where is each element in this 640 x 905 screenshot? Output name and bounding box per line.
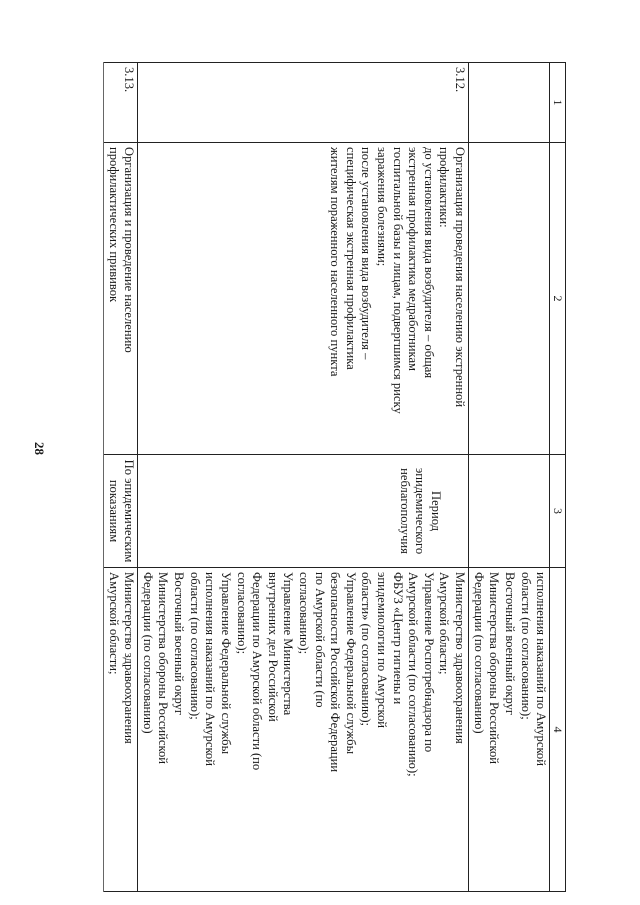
executor-line: Министерства обороны Российской (156, 572, 171, 765)
executor-line: Управление Федеральной службы (218, 572, 233, 755)
page-number: 28 (32, 442, 47, 455)
table-row (104, 63, 138, 892)
table-header-row (550, 63, 566, 892)
header-col-2: 2 (550, 143, 566, 455)
task-line: экстренная профилактика медработникам (406, 147, 421, 372)
row-executors (469, 568, 550, 892)
row-task (104, 143, 138, 455)
executor-line: Федерации (по согласованию) (140, 572, 155, 734)
executor-line: согласованию); (296, 572, 311, 655)
executor-line: исполнения наказаний по Амурской (534, 572, 549, 766)
period-line: По эпидемическим (122, 459, 137, 563)
executor-line: области (по согласованию); (187, 572, 202, 720)
executor-line: по Амурской области (по (312, 572, 327, 708)
row-task (469, 143, 550, 455)
period-line: эпидемического (413, 467, 428, 555)
executor-line: согласованию); (234, 572, 249, 655)
executor-line: Восточный военный округ (172, 572, 187, 716)
header-col-1: 1 (550, 63, 566, 143)
executor-line: безопасности Российской Федерации (328, 572, 343, 773)
task-line: Организация проведения населению экстренной (453, 147, 468, 408)
row-number (469, 63, 550, 143)
executor-line: Амурской области; (437, 572, 452, 675)
executor-line: области» (по согласованию); (359, 572, 374, 727)
executor-line: Федерации (по согласованию) (471, 572, 486, 734)
task-line: профилактических прививок (106, 147, 121, 303)
executor-line: Министерство здравоохранения (122, 572, 137, 744)
executor-line: Амурской области (по согласованию); (406, 572, 421, 777)
executor-line: Управление Министерства (281, 572, 296, 716)
executor-line: эпидемиологии по Амурской (375, 572, 390, 729)
header-col-3: 3 (550, 455, 566, 568)
executor-line: Федерации по Амурской области (по (250, 572, 265, 771)
task-line: госпитальной базы и лицам, подвергшимся риску (390, 147, 405, 414)
measures-table (103, 62, 566, 892)
executor-line: внутренних дел Российской (265, 572, 280, 722)
task-line: специфическая экстренная профилактика (343, 147, 358, 370)
table-row (469, 63, 550, 892)
row-number: 3.13. (104, 63, 138, 143)
period-line: неблагополучия (397, 468, 412, 554)
executor-line: Министерства обороны Российской (487, 572, 502, 765)
rotated-table-container (106, 62, 566, 891)
executor-line: Амурской области; (106, 572, 121, 675)
row-executors (138, 568, 469, 892)
row-period (469, 455, 550, 568)
executor-line: исполнения наказаний по Амурской (203, 572, 218, 766)
task-line: заражения болезнями; (375, 147, 390, 267)
task-line: профилактики: (437, 147, 452, 228)
row-period (104, 455, 138, 568)
row-period (138, 455, 469, 568)
executor-line: Министерство здравоохранения (453, 572, 468, 744)
task-line: до установления вида возбудителя – общая (421, 147, 436, 379)
executor-line: области (по согласованию); (518, 572, 533, 720)
period-line: показаниям (106, 479, 121, 543)
executor-line: Управление Федеральной службы (343, 572, 358, 755)
task-line: после установления вида возбудителя – (359, 147, 374, 360)
row-task (138, 143, 469, 455)
task-line: Организация и проведение населению (122, 147, 137, 353)
task-line: жителям пораженного населенного пункта (328, 147, 343, 377)
executor-line: Восточный военный округ (502, 572, 517, 716)
header-col-4: 4 (550, 568, 566, 892)
period-line: Период (429, 490, 444, 532)
table-row (138, 63, 469, 892)
executor-line: Управление Роспотребнадзора по (421, 572, 436, 753)
executor-line: ФБУЗ «Центр гигиены и (390, 572, 405, 705)
row-executors (104, 568, 138, 892)
row-number: 3.12. (138, 63, 469, 143)
